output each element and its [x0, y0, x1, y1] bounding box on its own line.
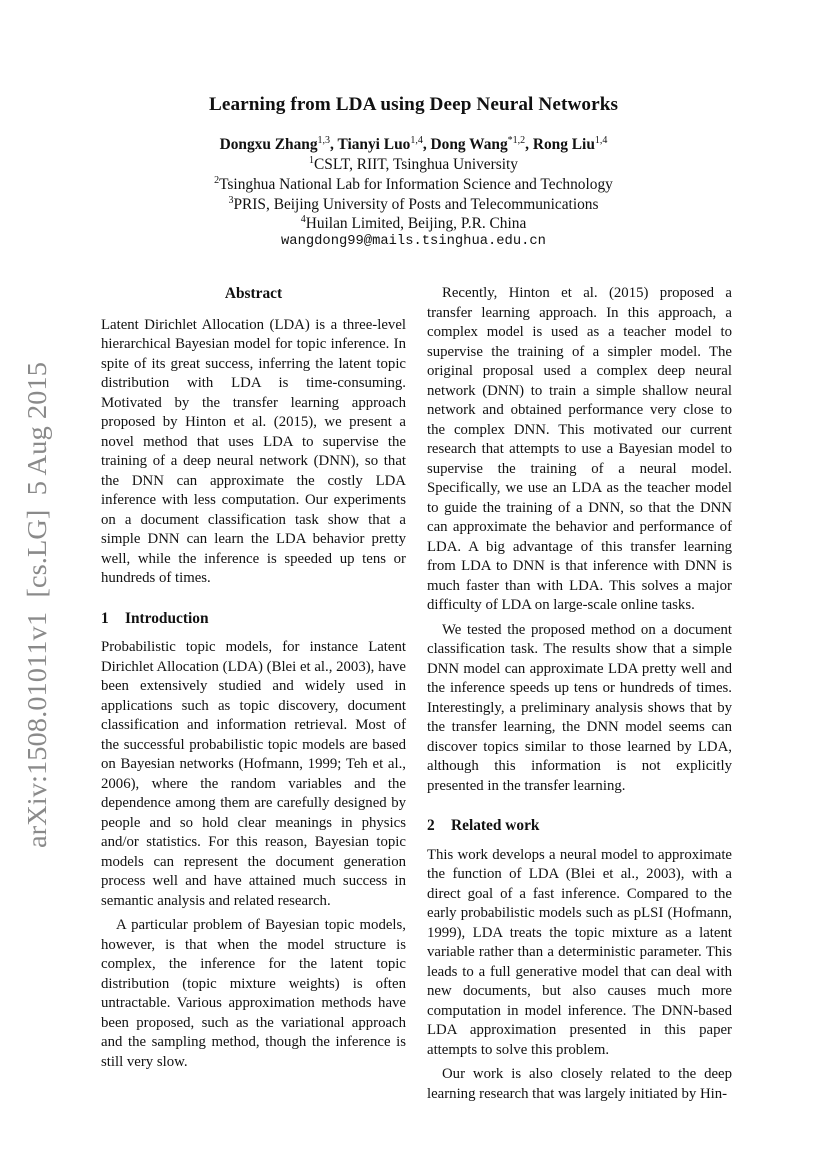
section-number: 2 — [427, 817, 435, 834]
affiliation-text: CSLT, RIIT, Tsinghua University — [314, 156, 518, 173]
affiliation-mark: 2 — [214, 175, 220, 186]
author-name: Rong Liu — [532, 136, 595, 153]
related-work-paragraph: This work develops a neural model to approximate the function of LDA (Blei et al., 2003), with a direct goal of a fast inference. Compared to the early probabilistic models such as pLSI (Hofmann, 1999), LDA treats the topic mixture as a latent variable rather than a deterministic parameter. This leads to a full generative model that can deal with new documents, but also causes much more computation in model inference. The DNN-based LDA approximation presented in this paper attempts to solve this problem. — [427, 846, 732, 1058]
right-column — [427, 284, 732, 1104]
abstract-heading: Abstract — [224, 285, 283, 302]
affiliation-line — [0, 175, 827, 194]
author-name: Dongxu Zhang — [219, 136, 318, 153]
author-list — [0, 135, 827, 154]
author-affiliation-mark: 1,4 — [594, 135, 608, 146]
affiliation-text: Tsinghua National Lab for Information Science and Technology — [219, 176, 613, 193]
introduction-paragraph: Recently, Hinton et al. (2015) proposed a transfer learning approach. In this approach, a complex model is used as a teacher model to supervise the training of a simpler model. The original proposal used a complex deep neural network (DNN) to train a simple shallow neural network and obtained performance very close to the complex DNN. This motivated our current research that attempts to use a Bayesian model to supervise the training of a neural model. Specifically, we use an LDA as the teacher model to guide the training of a DNN, so that the DNN can approximate the behavior and performance of LDA. A big advantage of this transfer learning from LDA to DNN is that inference with DNN is much faster than with LDA. This solves a major difficulty of LDA on large-scale online tasks. — [427, 285, 732, 613]
arxiv-identifier-stamp — [14, 360, 58, 850]
affiliation-line — [0, 155, 827, 174]
related-work-paragraph: Our work is also closely related to the deep learning research that was largely initiated by Hin- — [427, 1066, 732, 1102]
arxiv-identifier-text: arXiv:1508.01011v1 [cs.LG] 5 Aug 2015 — [22, 388, 52, 848]
author-affiliation-mark: 1,4 — [410, 135, 423, 146]
author-separator: , — [422, 136, 431, 153]
paper-title: Learning from LDA using Deep Neural Networks — [208, 94, 619, 115]
affiliation-mark: 1 — [309, 155, 314, 166]
left-column — [101, 284, 406, 1072]
affiliation-mark: 3 — [228, 195, 234, 206]
author-affiliation-mark: 1,3 — [317, 135, 331, 146]
introduction-paragraph: A particular problem of Bayesian topic models, however, is that when the model structure is complex, the inference for the latent topic distribution (topic mixture weights) is often untractable. Various approximation methods have been proposed, such as the variational approach and the sampling method, though the inference is still very slow. — [101, 917, 406, 1070]
affiliation-line — [0, 214, 827, 233]
introduction-paragraph: Probabilistic topic models, for instance Latent Dirichlet Allocation (LDA) (Blei et al., 2003), have been extensively studied and widely used in applications such as topic discovery, document classification and information retrieval. Most of the successful probabilistic topic models are based on Bayesian networks (Hofmann, 1999; Teh et al., 2006), where the random variables and the dependence among them are carefully designed by people and so hold clear meanings in physics and/or statistics. For this reason, Bayesian topic models can represent the document generation process well and have attained much success in semantic analysis and related research. — [101, 639, 406, 909]
contact-email[interactable]: wangdong99@mails.tsinghua.edu.cn — [281, 234, 546, 249]
affiliation-mark: 4 — [300, 214, 306, 225]
affiliation-line — [0, 195, 827, 214]
affiliation-text: PRIS, Beijing University of Posts and Telecommunications — [233, 196, 599, 213]
author-separator: , — [525, 136, 533, 153]
author-separator: , — [330, 136, 338, 153]
author-name: Dong Wang — [430, 136, 508, 153]
affiliation-text: Huilan Limited, Beijing, P.R. China — [305, 215, 527, 232]
author-affiliation-mark: *1,2 — [507, 135, 526, 146]
abstract-text: Latent Dirichlet Allocation (LDA) is a three-level hierarchical Bayesian model for topic inference. In spite of its great success, inferring the latent topic distribution with LDA is time-consuming. Motivated by the transfer learning approach proposed by Hinton et al. (2015), we present a novel method that uses LDA to supervise the training of a deep neural network (DNN), so that the DNN can approximate the costly LDA inference with less computation. Our experiments on a document classification task show that a simple DNN can learn the LDA behavior pretty well, while the inference is speeded up tens or hundreds of times. — [101, 316, 406, 586]
section-heading-related-work — [427, 816, 732, 836]
section-number: 1 — [101, 609, 109, 627]
author-name: Tianyi Luo — [337, 136, 411, 153]
section-title-text: Related work — [451, 817, 540, 834]
section-title-text: Introduction — [125, 609, 209, 627]
introduction-paragraph: We tested the proposed method on a document classification task. The results show that a simple DNN model can approximate LDA pretty well and the inference speeds up tens or hundreds of times. Interestingly, a preliminary analysis shows that by the transfer learning, the DNN model seems can discover topics similar to those learned by LDA, although this information is not explicitly presented in the transfer learning. — [427, 621, 732, 794]
section-heading-introduction — [101, 609, 406, 629]
